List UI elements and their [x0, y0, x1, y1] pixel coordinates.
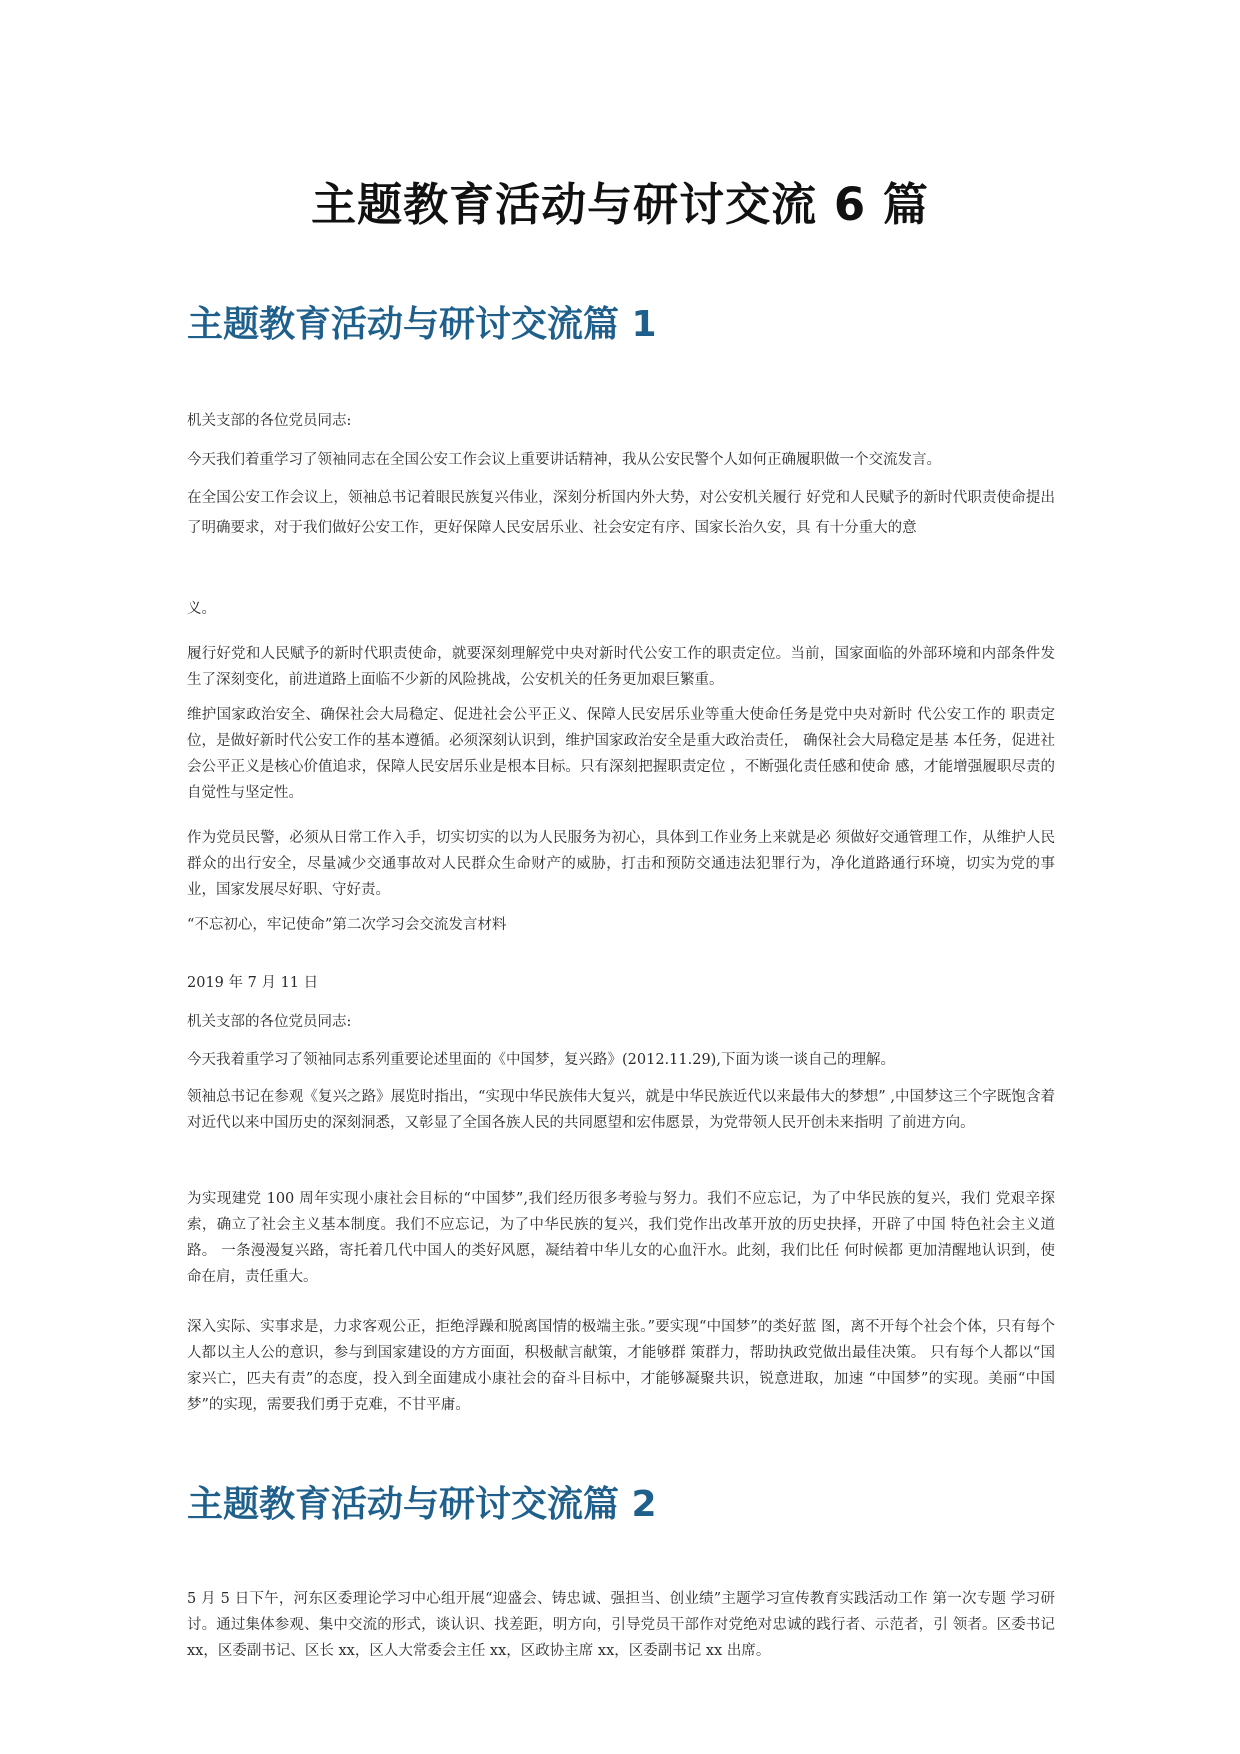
paragraph: 2019 年 7 月 11 日: [187, 975, 319, 991]
paragraph: 为实现建党 100 周年实现小康社会目标的“中国梦”,我们经历很多考验与努力。我们不应忘记，为了中华民族的复兴，我们 党艰辛探索，确立了社会主义基本制度。我们不应忘记，为了中华民族的复兴，我们党作出改革开放的历史抉择，开辟了中国 特色社会主义道路。 一条漫漫复兴路，寄托着几代中国人的类好风愿，凝结着中华儿女的心血汗水。此刻，我们比任 何时候都 更加清醒地认识到，使命在肩，责任重大。: [187, 1191, 1055, 1285]
paragraph: 机关支部的各位党员同志:: [187, 1014, 352, 1030]
paragraph: 履行好党和人民赋予的新时代职责使命，就要深刻理解党中央对新时代公安工作的职责定位。当前，国家面临的外部环境和内部条件发生了深刻变化，前进道路上面临不少新的风险挑战，公安机关的任务更加艰巨繁重。: [187, 646, 1055, 688]
paragraph: 在全国公安工作会议上，领袖总书记着眼民族复兴伟业，深刻分析国内外大势，对公安机关履行 好党和人民赋予的新时代职责使命提出了明确要求，对于我们做好公安工作，更好保障人民安居乐业、社会安定有序、国家长治久安，具 有十分重大的意: [187, 490, 1055, 536]
paragraph: 今天我着重学习了领袖同志系列重要论述里面的《中国梦，复兴路》(2012.11.29),下面为谈一谈自己的理解。: [187, 1052, 895, 1068]
document-title: 主题教育活动与研讨交流 6 篇: [311, 178, 929, 231]
paragraph: 作为党员民警，必须从日常工作入手，切实切实的以为人民服务为初心，具体到工作业务上来就是必 须做好交通管理工作，从维护人民群众的出行安全，尽量减少交通事故对人民群众生命财产的威胁，打击和预防交通违法犯罪行为，净化道路通行环境，切实为党的事业，国家发展尽好职、守好责。: [187, 830, 1055, 898]
section-heading-1: 主题教育活动与研讨交流篇 1: [187, 304, 657, 345]
paragraph: 义。: [187, 601, 216, 617]
paragraph: 机关支部的各位党员同志:: [187, 413, 352, 429]
paragraph: 5 月 5 日下午，河东区委理论学习中心组开展“迎盛会、铸忠诚、强担当、创业绩”主题学习宣传教育实践活动工作 第一次专题 学习研讨。通过集体参观、集中交流的形式，谈认识、找差距，明方向，引导党员干部作对党绝对忠诚的践行者、示范者，引 领者。区委书记 xx，区委副书记、区长 xx，区人大常委会主任 xx，区政协主席 xx，区委副书记 xx 出席。: [187, 1591, 1055, 1659]
paragraph: 今天我们着重学习了领袖同志在全国公安工作会议上重要讲话精神，我从公安民警个人如何正确履职做一个交流发言。: [187, 452, 941, 468]
paragraph: 深入实际、实事求是，力求客观公正，拒绝浮躁和脱离国情的极端主张。”要实现“中国梦”的类好蓝 图，离不开每个社会个体，只有每个人都以主人公的意识，参与到国家建设的方方面面，积极献言献策，才能够群 策群力，帮助执政党做出最佳决策。 只有每个人都以“国家兴亡，匹夫有责”的态度，投入到全面建成小康社会的奋斗目标中，才能够凝聚共识，锐意进取，加速 “中国梦”的实现。美丽“中国梦”的实现，需要我们勇于克难，不甘平庸。: [187, 1319, 1055, 1413]
paragraph: 维护国家政治安全、确保社会大局稳定、促进社会公平正义、保障人民安居乐业等重大使命任务是党中央对新时 代公安工作的 职责定位，是做好新时代公安工作的基本遵循。必须深刻认识到，维护国家政治安全是重大政治责任， 确保社会大局稳定是基 本任务，促进社会公平正义是核心价值追求，保障人民安居乐业是根本目标。只有深刻把握职责定位 ，不断强化责任感和使命 感，才能增强履职尽责的自觉性与坚定性。: [187, 707, 1055, 801]
paragraph: “不忘初心，牢记使命”第二次学习会交流发言材料: [187, 917, 507, 933]
section-heading-2: 主题教育活动与研讨交流篇 2: [187, 1484, 657, 1525]
paragraph: 领袖总书记在参观《复兴之路》展览时指出，“实现中华民族伟大复兴，就是中华民族近代以来最伟大的梦想” ,中国梦这三个字既饱含着对近代以来中国历史的深刻洞悉，又彰显了全国各族人民的共同愿望和宏伟愿景，为党带领人民开创未来指明 了前进方向。: [187, 1089, 1055, 1131]
